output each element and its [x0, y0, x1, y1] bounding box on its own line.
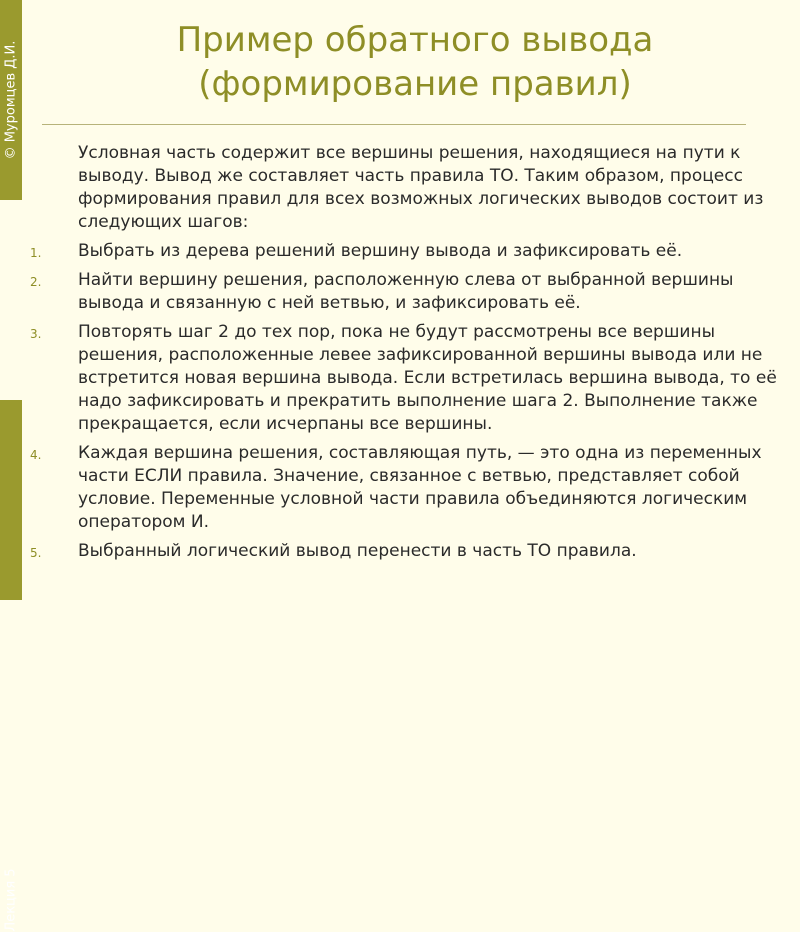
item-text: Выбрать из дерева решений вершину вывода и зафиксировать её.: [78, 241, 683, 261]
sidebar-top-band: [0, 0, 22, 200]
item-number: 4.: [30, 448, 42, 462]
item-text: Выбранный логический вывод перенести в часть ТО правила.: [78, 541, 637, 561]
list-item: [30, 240, 785, 263]
list-item: [30, 540, 785, 563]
list-item: [30, 442, 785, 534]
lecture-label: Лекция 5: [3, 868, 19, 932]
item-number: 1.: [30, 246, 42, 260]
title-line-1: Пример обратного вывода: [176, 20, 654, 60]
item-text: Каждая вершина решения, составляющая путь, — это одна из переменных части ЕСЛИ правила. Значение, связанное с ветвью, представляет собой условие. Переменные условной части правила объединяются логическим оператором И.: [78, 443, 762, 532]
list-item: [30, 269, 785, 315]
slide-body: [30, 142, 785, 569]
sidebar: [0, 0, 22, 932]
title-line-2: (формирование правил): [198, 64, 632, 104]
sidebar-bottom-band: [0, 400, 22, 932]
item-number: 2.: [30, 275, 42, 289]
list-item: [30, 321, 785, 436]
author-credit: © Муромцев Д.И.: [3, 40, 19, 160]
sidebar-middle-band: [0, 200, 22, 400]
item-number: 3.: [30, 327, 42, 341]
steps-list: [30, 240, 785, 563]
item-text: Повторять шаг 2 до тех пор, пока не будут рассмотрены все вершины решения, расположенные левее зафиксированной вершины вывода или не встретится новая вершина вывода. Если встретилась вершина вывода, то её надо зафиксировать и прекратить выполнение шага 2. Выполнение также прекращается, если исчерпаны все вершины.: [78, 322, 777, 434]
intro-paragraph: Условная часть содержит все вершины решения, находящиеся на пути к выводу. Вывод же составляет часть правила ТО. Таким образом, процесс формирования правил для всех возможных логических выводов состоит из следующих шагов:: [78, 143, 764, 232]
slide-title: [30, 18, 800, 106]
item-number: 5.: [30, 546, 42, 560]
item-text: Найти вершину решения, расположенную слева от выбранной вершины вывода и связанную с ней ветвью, и зафиксировать её.: [78, 270, 734, 313]
title-divider: [42, 124, 746, 125]
